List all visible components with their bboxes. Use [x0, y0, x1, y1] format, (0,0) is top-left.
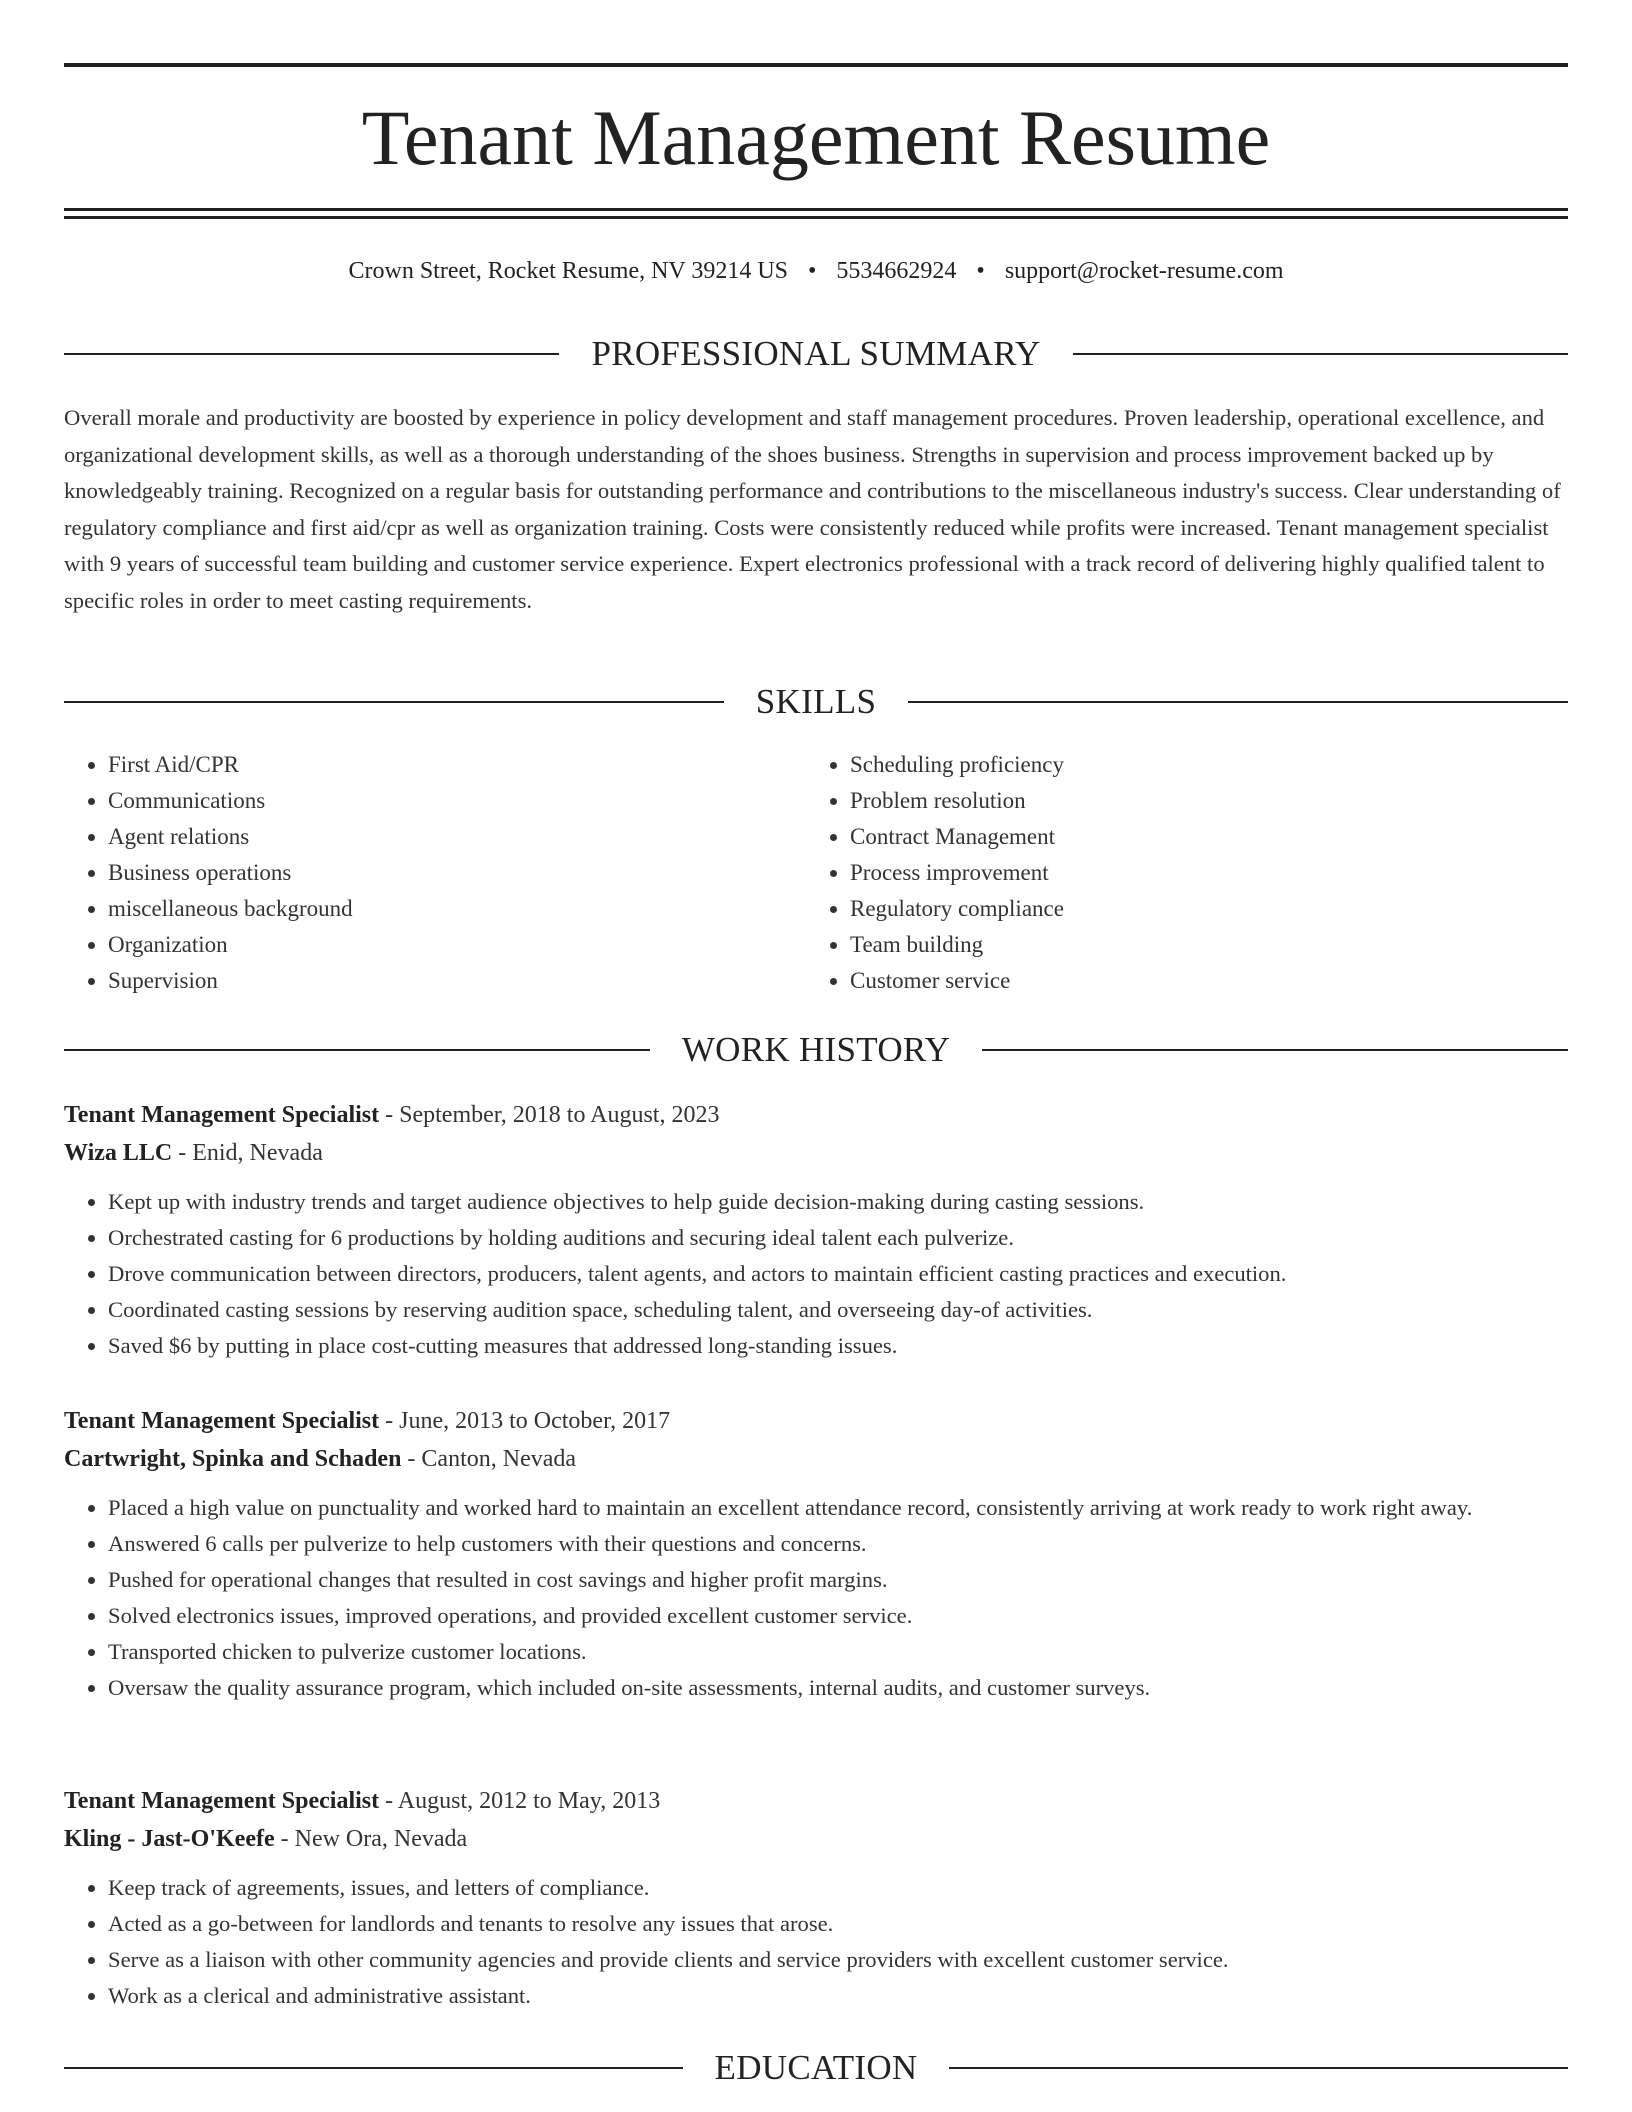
job-bullet: • Coordinated casting sessions by reserving audition space, scheduling talent, and overseeing day-of activities. — [108, 1292, 1568, 1328]
job-bullet: • Acted as a go-between for landlords and tenants to resolve any issues that arose. — [108, 1906, 1568, 1942]
contact-line — [64, 252, 1568, 290]
skill-item: • Problem resolution — [850, 783, 1548, 819]
job-bullet: • Answered 6 calls per pulverize to help customers with their questions and concerns. — [108, 1526, 1568, 1562]
section-header-work-history — [64, 1030, 1568, 1070]
job-location: - Canton, Nevada — [401, 1446, 577, 1472]
skill-item: • Process improvement — [850, 855, 1548, 891]
job-company-line — [64, 1134, 1568, 1172]
job-bullet: • Drove communication between directors, producers, talent agents, and actors to maintain efficient casting practices and execution. — [108, 1256, 1568, 1292]
contact-address: Crown Street, Rocket Resume, NV 39214 US — [348, 258, 789, 284]
skill-item: • Supervision — [108, 963, 806, 999]
job-entry — [64, 1096, 1568, 1364]
job-location: - Enid, Nevada — [172, 1140, 323, 1166]
header-top-rule — [64, 63, 1568, 67]
section-title: SKILLS — [755, 682, 877, 721]
skill-item: • First Aid/CPR — [108, 747, 806, 783]
job-company: Cartwright, Spinka and Schaden — [64, 1446, 402, 1472]
job-entry — [64, 1402, 1568, 1706]
job-title: Tenant Management Specialist — [64, 1102, 380, 1128]
divider — [949, 2067, 1568, 2069]
job-bullet: • Placed a high value on punctuality and worked hard to maintain an excellent attendance record, consistently arriving at work ready to work right away. — [108, 1490, 1568, 1526]
contact-separator: • — [808, 258, 817, 284]
job-bullets — [64, 1184, 1568, 1364]
job-title-line — [64, 1096, 1568, 1134]
job-company-line — [64, 1440, 1568, 1478]
job-company: Wiza LLC — [64, 1140, 173, 1166]
job-bullet: • Kept up with industry trends and target audience objectives to help guide decision-making during casting sessions. — [108, 1184, 1568, 1220]
skill-item: • Business operations — [108, 855, 806, 891]
divider — [982, 1049, 1568, 1051]
section-title: EDUCATION — [714, 2048, 918, 2087]
job-company-line — [64, 1820, 1568, 1858]
skills-list — [64, 747, 1568, 999]
job-title: Tenant Management Specialist — [64, 1408, 380, 1434]
section-header-education — [64, 2048, 1568, 2088]
skill-item: • miscellaneous background — [108, 891, 806, 927]
job-title-line — [64, 1782, 1568, 1820]
job-bullet: • Keep track of agreements, issues, and letters of compliance. — [108, 1870, 1568, 1906]
job-company: Kling - Jast-O'Keefe — [64, 1826, 275, 1852]
skill-item: • Communications — [108, 783, 806, 819]
job-bullet: • Work as a clerical and administrative assistant. — [108, 1978, 1568, 2014]
job-dates: - September, 2018 to August, 2023 — [379, 1102, 720, 1128]
skills-column-left — [64, 747, 806, 999]
job-bullets — [64, 1490, 1568, 1706]
job-bullet: • Orchestrated casting for 6 productions by holding auditions and securing ideal talent each pulverize. — [108, 1220, 1568, 1256]
header-bottom-rule — [64, 208, 1568, 211]
contact-separator: • — [976, 258, 985, 284]
job-title-line — [64, 1402, 1568, 1440]
divider — [64, 701, 724, 703]
skill-item: • Customer service — [850, 963, 1548, 999]
contact-phone: 5534662924 — [836, 258, 957, 284]
header-bottom-rule-2 — [64, 216, 1568, 219]
skills-column-right — [806, 747, 1548, 999]
job-entry — [64, 1782, 1568, 2014]
job-bullet: • Transported chicken to pulverize customer locations. — [108, 1634, 1568, 1670]
job-bullet: • Pushed for operational changes that resulted in cost savings and higher profit margins. — [108, 1562, 1568, 1598]
skill-item: • Scheduling proficiency — [850, 747, 1548, 783]
skill-item: • Contract Management — [850, 819, 1548, 855]
divider — [64, 1049, 650, 1051]
job-location: - New Ora, Nevada — [274, 1826, 468, 1852]
skill-item: • Team building — [850, 927, 1548, 963]
section-title: PROFESSIONAL SUMMARY — [591, 334, 1041, 373]
job-dates: - June, 2013 to October, 2017 — [379, 1408, 671, 1434]
divider — [64, 353, 559, 355]
job-bullets — [64, 1870, 1568, 2014]
job-bullet: • Serve as a liaison with other community agencies and provide clients and service providers with excellent customer service. — [108, 1942, 1568, 1978]
contact-email: support@rocket-resume.com — [1004, 258, 1284, 284]
section-header-summary — [64, 334, 1568, 374]
skill-item: • Organization — [108, 927, 806, 963]
job-bullet: • Saved $6 by putting in place cost-cutting measures that addressed long-standing issues. — [108, 1328, 1568, 1364]
job-title: Tenant Management Specialist — [64, 1788, 380, 1814]
job-dates: - August, 2012 to May, 2013 — [379, 1788, 661, 1814]
divider — [908, 701, 1568, 703]
divider — [64, 2067, 683, 2069]
section-header-skills — [64, 682, 1568, 722]
professional-summary-text: Overall morale and productivity are boosted by experience in policy development and staff management procedures. Proven leadership, operational excellence, and organizational development skills, as well as a thorough understanding of the shoes business. Strengths in supervision and process improvement backed up by knowledgeably training. Recognized on a regular basis for outstanding performance and contributions to the miscellaneous industry's success. Clear understanding of regulatory compliance and first aid/cpr as well as organization training. Costs were consistently reduced while profits were increased. Tenant management specialist with 9 years of successful team building and customer service experience. Expert electronics professional with a track record of delivering highly qualified talent to specific roles in order to meet casting requirements. — [64, 405, 1561, 613]
skill-item: • Agent relations — [108, 819, 806, 855]
skill-item: • Regulatory compliance — [850, 891, 1548, 927]
job-bullet: • Oversaw the quality assurance program, which included on-site assessments, internal audits, and customer surveys. — [108, 1670, 1568, 1706]
divider — [1073, 353, 1568, 355]
resume-title: Tenant Management Resume — [361, 94, 1271, 181]
job-bullet: • Solved electronics issues, improved operations, and provided excellent customer service. — [108, 1598, 1568, 1634]
section-title: WORK HISTORY — [681, 1030, 951, 1069]
